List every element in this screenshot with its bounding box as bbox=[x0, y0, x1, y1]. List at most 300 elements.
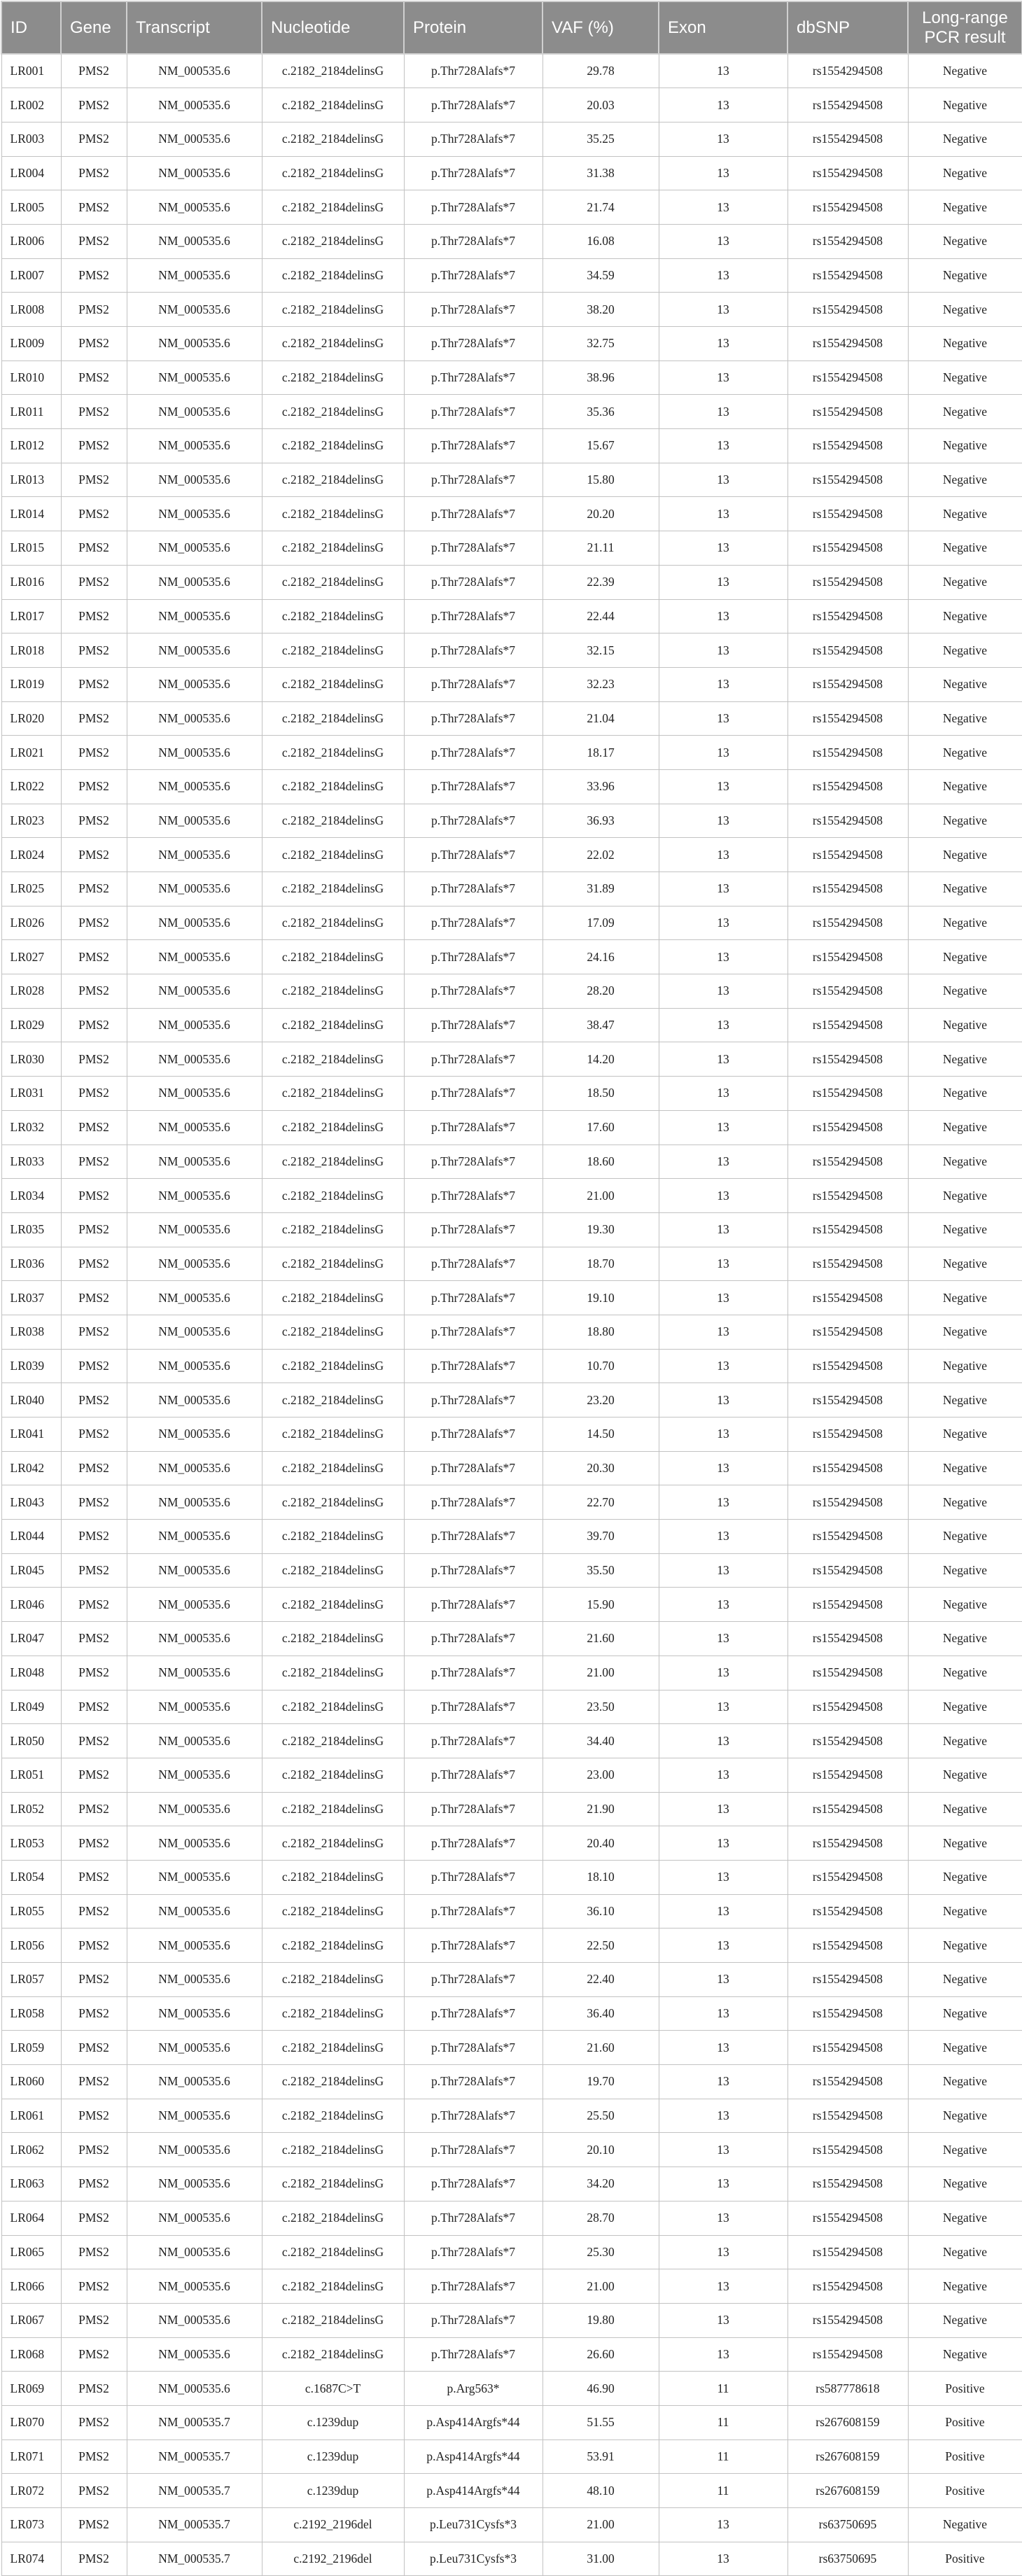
cell-gene: PMS2 bbox=[61, 88, 127, 122]
cell-transcript: NM_000535.6 bbox=[127, 2065, 262, 2099]
table-row bbox=[1, 974, 1022, 1009]
cell-protein: p.Thr728Alafs*7 bbox=[404, 736, 542, 770]
cell-protein: p.Thr728Alafs*7 bbox=[404, 1485, 542, 1520]
cell-protein: p.Thr728Alafs*7 bbox=[404, 1792, 542, 1826]
cell-transcript: NM_000535.6 bbox=[127, 565, 262, 599]
cell-pcr-result: Negative bbox=[908, 327, 1022, 361]
cell-exon: 13 bbox=[659, 1690, 788, 1724]
cell-nucleotide: c.2182_2184delinsG bbox=[262, 54, 404, 88]
cell-transcript: NM_000535.6 bbox=[127, 667, 262, 701]
cell-pcr-result: Negative bbox=[908, 906, 1022, 940]
cell-gene: PMS2 bbox=[61, 1418, 127, 1452]
cell-pcr-result: Negative bbox=[908, 1894, 1022, 1928]
table-row bbox=[1, 838, 1022, 872]
cell-exon: 13 bbox=[659, 2167, 788, 2202]
cell-pcr-result: Negative bbox=[908, 1758, 1022, 1792]
table-row bbox=[1, 2235, 1022, 2269]
cell-exon: 13 bbox=[659, 156, 788, 190]
cell-vaf: 20.03 bbox=[542, 88, 659, 122]
cell-id: LR026 bbox=[1, 906, 61, 940]
table-row bbox=[1, 565, 1022, 599]
cell-dbsnp: rs1554294508 bbox=[788, 1349, 908, 1383]
cell-protein: p.Thr728Alafs*7 bbox=[404, 1894, 542, 1928]
cell-gene: PMS2 bbox=[61, 599, 127, 634]
column-header-dbsnp: dbSNP bbox=[788, 1, 908, 54]
table-row bbox=[1, 1928, 1022, 1963]
cell-id: LR060 bbox=[1, 2065, 61, 2099]
cell-dbsnp: rs1554294508 bbox=[788, 974, 908, 1009]
cell-gene: PMS2 bbox=[61, 974, 127, 1009]
cell-vaf: 22.40 bbox=[542, 1963, 659, 1997]
cell-dbsnp: rs1554294508 bbox=[788, 1383, 908, 1418]
cell-pcr-result: Negative bbox=[908, 2337, 1022, 2372]
cell-protein: p.Thr728Alafs*7 bbox=[404, 293, 542, 327]
cell-exon: 13 bbox=[659, 1996, 788, 2031]
cell-id: LR018 bbox=[1, 634, 61, 668]
cell-transcript: NM_000535.6 bbox=[127, 1520, 262, 1554]
table-row bbox=[1, 1690, 1022, 1724]
cell-pcr-result: Negative bbox=[908, 122, 1022, 156]
cell-transcript: NM_000535.6 bbox=[127, 2337, 262, 2372]
cell-gene: PMS2 bbox=[61, 327, 127, 361]
cell-dbsnp: rs1554294508 bbox=[788, 497, 908, 531]
cell-dbsnp: rs1554294508 bbox=[788, 2065, 908, 2099]
cell-transcript: NM_000535.6 bbox=[127, 838, 262, 872]
cell-nucleotide: c.2182_2184delinsG bbox=[262, 940, 404, 974]
cell-protein: p.Leu731Cysfs*3 bbox=[404, 2542, 542, 2576]
cell-protein: p.Thr728Alafs*7 bbox=[404, 156, 542, 190]
cell-id: LR013 bbox=[1, 463, 61, 497]
cell-vaf: 22.02 bbox=[542, 838, 659, 872]
cell-vaf: 21.11 bbox=[542, 531, 659, 566]
cell-dbsnp: rs267608159 bbox=[788, 2474, 908, 2508]
cell-gene: PMS2 bbox=[61, 2542, 127, 2576]
cell-protein: p.Thr728Alafs*7 bbox=[404, 258, 542, 293]
cell-id: LR063 bbox=[1, 2167, 61, 2202]
cell-pcr-result: Negative bbox=[908, 224, 1022, 258]
cell-id: LR044 bbox=[1, 1520, 61, 1554]
cell-transcript: NM_000535.6 bbox=[127, 2099, 262, 2133]
cell-protein: p.Thr728Alafs*7 bbox=[404, 1315, 542, 1349]
table-row bbox=[1, 327, 1022, 361]
cell-nucleotide: c.2182_2184delinsG bbox=[262, 1622, 404, 1656]
table-row bbox=[1, 1894, 1022, 1928]
cell-pcr-result: Negative bbox=[908, 2235, 1022, 2269]
cell-exon: 13 bbox=[659, 667, 788, 701]
table-row bbox=[1, 2372, 1022, 2406]
cell-transcript: NM_000535.6 bbox=[127, 1349, 262, 1383]
cell-pcr-result: Negative bbox=[908, 1008, 1022, 1042]
cell-gene: PMS2 bbox=[61, 1826, 127, 1861]
cell-transcript: NM_000535.6 bbox=[127, 634, 262, 668]
cell-nucleotide: c.2182_2184delinsG bbox=[262, 2099, 404, 2133]
cell-protein: p.Thr728Alafs*7 bbox=[404, 1826, 542, 1861]
cell-vaf: 17.09 bbox=[542, 906, 659, 940]
cell-pcr-result: Negative bbox=[908, 1520, 1022, 1554]
cell-nucleotide: c.2182_2184delinsG bbox=[262, 2133, 404, 2167]
cell-exon: 13 bbox=[659, 1077, 788, 1111]
table-row bbox=[1, 1724, 1022, 1758]
cell-nucleotide: c.2182_2184delinsG bbox=[262, 872, 404, 906]
cell-dbsnp: rs1554294508 bbox=[788, 258, 908, 293]
cell-id: LR062 bbox=[1, 2133, 61, 2167]
cell-dbsnp: rs1554294508 bbox=[788, 2031, 908, 2065]
cell-nucleotide: c.2182_2184delinsG bbox=[262, 1553, 404, 1588]
column-header-pcr-result: Long-range PCR result bbox=[908, 1, 1022, 54]
cell-nucleotide: c.2182_2184delinsG bbox=[262, 429, 404, 463]
cell-pcr-result: Negative bbox=[908, 2065, 1022, 2099]
cell-protein: p.Thr728Alafs*7 bbox=[404, 2269, 542, 2304]
cell-pcr-result: Negative bbox=[908, 2201, 1022, 2235]
cell-pcr-result: Negative bbox=[908, 974, 1022, 1009]
cell-nucleotide: c.2182_2184delinsG bbox=[262, 701, 404, 736]
table-row bbox=[1, 2133, 1022, 2167]
cell-id: LR067 bbox=[1, 2303, 61, 2337]
cell-nucleotide: c.2182_2184delinsG bbox=[262, 1281, 404, 1315]
cell-id: LR029 bbox=[1, 1008, 61, 1042]
cell-gene: PMS2 bbox=[61, 2474, 127, 2508]
table-row bbox=[1, 190, 1022, 225]
cell-pcr-result: Negative bbox=[908, 1792, 1022, 1826]
cell-exon: 11 bbox=[659, 2372, 788, 2406]
cell-exon: 13 bbox=[659, 1110, 788, 1144]
cell-transcript: NM_000535.6 bbox=[127, 1281, 262, 1315]
cell-nucleotide: c.2182_2184delinsG bbox=[262, 1383, 404, 1418]
cell-vaf: 19.10 bbox=[542, 1281, 659, 1315]
table-row bbox=[1, 1963, 1022, 1997]
cell-dbsnp: rs1554294508 bbox=[788, 1758, 908, 1792]
cell-id: LR057 bbox=[1, 1963, 61, 1997]
cell-exon: 13 bbox=[659, 1418, 788, 1452]
table-row bbox=[1, 224, 1022, 258]
cell-transcript: NM_000535.7 bbox=[127, 2405, 262, 2440]
cell-dbsnp: rs1554294508 bbox=[788, 667, 908, 701]
cell-exon: 13 bbox=[659, 531, 788, 566]
header-row bbox=[1, 1, 1022, 54]
cell-transcript: NM_000535.6 bbox=[127, 2303, 262, 2337]
cell-gene: PMS2 bbox=[61, 2337, 127, 2372]
cell-exon: 13 bbox=[659, 974, 788, 1009]
cell-protein: p.Thr728Alafs*7 bbox=[404, 463, 542, 497]
cell-vaf: 15.90 bbox=[542, 1588, 659, 1622]
cell-vaf: 51.55 bbox=[542, 2405, 659, 2440]
cell-nucleotide: c.2192_2196del bbox=[262, 2542, 404, 2576]
cell-protein: p.Thr728Alafs*7 bbox=[404, 1418, 542, 1452]
cell-pcr-result: Positive bbox=[908, 2372, 1022, 2406]
cell-nucleotide: c.2182_2184delinsG bbox=[262, 2031, 404, 2065]
cell-id: LR009 bbox=[1, 327, 61, 361]
cell-protein: p.Thr728Alafs*7 bbox=[404, 1963, 542, 1997]
cell-protein: p.Thr728Alafs*7 bbox=[404, 1758, 542, 1792]
cell-protein: p.Thr728Alafs*7 bbox=[404, 1144, 542, 1179]
cell-id: LR038 bbox=[1, 1315, 61, 1349]
cell-gene: PMS2 bbox=[61, 429, 127, 463]
cell-id: LR015 bbox=[1, 531, 61, 566]
cell-pcr-result: Negative bbox=[908, 429, 1022, 463]
cell-pcr-result: Positive bbox=[908, 2542, 1022, 2576]
cell-exon: 13 bbox=[659, 906, 788, 940]
cell-transcript: NM_000535.6 bbox=[127, 463, 262, 497]
table-row bbox=[1, 1077, 1022, 1111]
cell-exon: 13 bbox=[659, 1622, 788, 1656]
cell-protein: p.Thr728Alafs*7 bbox=[404, 2031, 542, 2065]
cell-pcr-result: Negative bbox=[908, 2508, 1022, 2542]
cell-gene: PMS2 bbox=[61, 258, 127, 293]
cell-vaf: 25.50 bbox=[542, 2099, 659, 2133]
cell-vaf: 22.70 bbox=[542, 1485, 659, 1520]
cell-id: LR039 bbox=[1, 1349, 61, 1383]
cell-id: LR056 bbox=[1, 1928, 61, 1963]
cell-dbsnp: rs1554294508 bbox=[788, 1963, 908, 1997]
cell-pcr-result: Negative bbox=[908, 701, 1022, 736]
cell-pcr-result: Negative bbox=[908, 1077, 1022, 1111]
cell-protein: p.Thr728Alafs*7 bbox=[404, 1247, 542, 1281]
cell-protein: p.Thr728Alafs*7 bbox=[404, 1622, 542, 1656]
cell-nucleotide: c.2182_2184delinsG bbox=[262, 1690, 404, 1724]
cell-vaf: 18.60 bbox=[542, 1144, 659, 1179]
cell-vaf: 29.78 bbox=[542, 54, 659, 88]
cell-gene: PMS2 bbox=[61, 1315, 127, 1349]
table-row bbox=[1, 497, 1022, 531]
cell-nucleotide: c.2182_2184delinsG bbox=[262, 88, 404, 122]
cell-protein: p.Thr728Alafs*7 bbox=[404, 974, 542, 1009]
cell-nucleotide: c.2182_2184delinsG bbox=[262, 1758, 404, 1792]
cell-transcript: NM_000535.6 bbox=[127, 327, 262, 361]
table-row bbox=[1, 1553, 1022, 1588]
cell-gene: PMS2 bbox=[61, 1383, 127, 1418]
cell-protein: p.Thr728Alafs*7 bbox=[404, 701, 542, 736]
cell-transcript: NM_000535.6 bbox=[127, 190, 262, 225]
cell-protein: p.Asp414Argfs*44 bbox=[404, 2405, 542, 2440]
cell-id: LR052 bbox=[1, 1792, 61, 1826]
table-row bbox=[1, 1042, 1022, 1077]
cell-dbsnp: rs1554294508 bbox=[788, 1179, 908, 1213]
cell-dbsnp: rs1554294508 bbox=[788, 2099, 908, 2133]
cell-transcript: NM_000535.6 bbox=[127, 54, 262, 88]
cell-pcr-result: Negative bbox=[908, 1588, 1022, 1622]
cell-transcript: NM_000535.6 bbox=[127, 293, 262, 327]
cell-exon: 13 bbox=[659, 1928, 788, 1963]
cell-transcript: NM_000535.6 bbox=[127, 1996, 262, 2031]
cell-dbsnp: rs267608159 bbox=[788, 2440, 908, 2474]
column-header-exon: Exon bbox=[659, 1, 788, 54]
cell-id: LR020 bbox=[1, 701, 61, 736]
cell-gene: PMS2 bbox=[61, 1588, 127, 1622]
cell-pcr-result: Negative bbox=[908, 258, 1022, 293]
cell-dbsnp: rs1554294508 bbox=[788, 1520, 908, 1554]
cell-id: LR068 bbox=[1, 2337, 61, 2372]
cell-exon: 13 bbox=[659, 1383, 788, 1418]
table-row bbox=[1, 258, 1022, 293]
cell-transcript: NM_000535.6 bbox=[127, 360, 262, 395]
cell-gene: PMS2 bbox=[61, 1349, 127, 1383]
cell-exon: 13 bbox=[659, 1144, 788, 1179]
cell-id: LR066 bbox=[1, 2269, 61, 2304]
cell-vaf: 36.10 bbox=[542, 1894, 659, 1928]
cell-gene: PMS2 bbox=[61, 395, 127, 429]
cell-vaf: 20.40 bbox=[542, 1826, 659, 1861]
cell-exon: 13 bbox=[659, 1212, 788, 1247]
cell-transcript: NM_000535.6 bbox=[127, 531, 262, 566]
cell-vaf: 15.80 bbox=[542, 463, 659, 497]
cell-dbsnp: rs1554294508 bbox=[788, 1451, 908, 1485]
cell-dbsnp: rs1554294508 bbox=[788, 327, 908, 361]
cell-pcr-result: Negative bbox=[908, 1042, 1022, 1077]
cell-id: LR007 bbox=[1, 258, 61, 293]
cell-dbsnp: rs1554294508 bbox=[788, 360, 908, 395]
cell-pcr-result: Negative bbox=[908, 1179, 1022, 1213]
cell-vaf: 34.40 bbox=[542, 1724, 659, 1758]
cell-pcr-result: Negative bbox=[908, 1281, 1022, 1315]
cell-gene: PMS2 bbox=[61, 2303, 127, 2337]
cell-id: LR021 bbox=[1, 736, 61, 770]
cell-pcr-result: Negative bbox=[908, 1826, 1022, 1861]
cell-gene: PMS2 bbox=[61, 497, 127, 531]
table-row bbox=[1, 88, 1022, 122]
cell-nucleotide: c.2182_2184delinsG bbox=[262, 190, 404, 225]
cell-vaf: 39.70 bbox=[542, 1520, 659, 1554]
cell-exon: 13 bbox=[659, 497, 788, 531]
cell-pcr-result: Negative bbox=[908, 940, 1022, 974]
cell-vaf: 21.00 bbox=[542, 2508, 659, 2542]
cell-exon: 13 bbox=[659, 2065, 788, 2099]
cell-id: LR042 bbox=[1, 1451, 61, 1485]
cell-protein: p.Thr728Alafs*7 bbox=[404, 804, 542, 838]
cell-gene: PMS2 bbox=[61, 2440, 127, 2474]
cell-exon: 13 bbox=[659, 769, 788, 804]
cell-pcr-result: Negative bbox=[908, 360, 1022, 395]
cell-gene: PMS2 bbox=[61, 2508, 127, 2542]
table-row bbox=[1, 2440, 1022, 2474]
cell-transcript: NM_000535.6 bbox=[127, 1485, 262, 1520]
cell-pcr-result: Negative bbox=[908, 2099, 1022, 2133]
table-row bbox=[1, 1826, 1022, 1861]
cell-vaf: 31.00 bbox=[542, 2542, 659, 2576]
cell-vaf: 38.96 bbox=[542, 360, 659, 395]
cell-exon: 13 bbox=[659, 1826, 788, 1861]
cell-nucleotide: c.2182_2184delinsG bbox=[262, 122, 404, 156]
cell-id: LR073 bbox=[1, 2508, 61, 2542]
cell-transcript: NM_000535.6 bbox=[127, 429, 262, 463]
cell-nucleotide: c.2182_2184delinsG bbox=[262, 360, 404, 395]
cell-id: LR022 bbox=[1, 769, 61, 804]
cell-transcript: NM_000535.6 bbox=[127, 1315, 262, 1349]
cell-pcr-result: Negative bbox=[908, 1315, 1022, 1349]
cell-pcr-result: Negative bbox=[908, 1656, 1022, 1690]
cell-transcript: NM_000535.6 bbox=[127, 122, 262, 156]
cell-exon: 13 bbox=[659, 1792, 788, 1826]
cell-vaf: 22.44 bbox=[542, 599, 659, 634]
cell-id: LR036 bbox=[1, 1247, 61, 1281]
table-row bbox=[1, 1451, 1022, 1485]
cell-id: LR035 bbox=[1, 1212, 61, 1247]
cell-protein: p.Thr728Alafs*7 bbox=[404, 1588, 542, 1622]
table-row bbox=[1, 1212, 1022, 1247]
table-row bbox=[1, 360, 1022, 395]
cell-id: LR059 bbox=[1, 2031, 61, 2065]
cell-id: LR033 bbox=[1, 1144, 61, 1179]
table-row bbox=[1, 634, 1022, 668]
table-body bbox=[1, 54, 1022, 2576]
cell-gene: PMS2 bbox=[61, 1485, 127, 1520]
cell-dbsnp: rs1554294508 bbox=[788, 804, 908, 838]
cell-vaf: 28.70 bbox=[542, 2201, 659, 2235]
cell-id: LR003 bbox=[1, 122, 61, 156]
cell-exon: 13 bbox=[659, 1860, 788, 1894]
cell-pcr-result: Negative bbox=[908, 1451, 1022, 1485]
cell-gene: PMS2 bbox=[61, 2201, 127, 2235]
cell-protein: p.Thr728Alafs*7 bbox=[404, 1179, 542, 1213]
cell-gene: PMS2 bbox=[61, 1758, 127, 1792]
cell-id: LR072 bbox=[1, 2474, 61, 2508]
cell-vaf: 33.96 bbox=[542, 769, 659, 804]
cell-protein: p.Thr728Alafs*7 bbox=[404, 1281, 542, 1315]
cell-pcr-result: Negative bbox=[908, 1996, 1022, 2031]
cell-transcript: NM_000535.6 bbox=[127, 974, 262, 1009]
cell-dbsnp: rs1554294508 bbox=[788, 2201, 908, 2235]
cell-id: LR040 bbox=[1, 1383, 61, 1418]
cell-transcript: NM_000535.6 bbox=[127, 88, 262, 122]
cell-protein: p.Asp414Argfs*44 bbox=[404, 2440, 542, 2474]
cell-vaf: 18.17 bbox=[542, 736, 659, 770]
cell-dbsnp: rs1554294508 bbox=[788, 2235, 908, 2269]
cell-pcr-result: Negative bbox=[908, 54, 1022, 88]
cell-dbsnp: rs1554294508 bbox=[788, 1485, 908, 1520]
cell-pcr-result: Positive bbox=[908, 2474, 1022, 2508]
cell-gene: PMS2 bbox=[61, 1110, 127, 1144]
cell-pcr-result: Negative bbox=[908, 1212, 1022, 1247]
cell-transcript: NM_000535.6 bbox=[127, 1963, 262, 1997]
cell-gene: PMS2 bbox=[61, 838, 127, 872]
cell-gene: PMS2 bbox=[61, 1928, 127, 1963]
cell-pcr-result: Negative bbox=[908, 2269, 1022, 2304]
cell-vaf: 35.25 bbox=[542, 122, 659, 156]
table-row bbox=[1, 1418, 1022, 1452]
table-row bbox=[1, 1656, 1022, 1690]
cell-dbsnp: rs587778618 bbox=[788, 2372, 908, 2406]
cell-vaf: 38.20 bbox=[542, 293, 659, 327]
cell-protein: p.Thr728Alafs*7 bbox=[404, 1451, 542, 1485]
cell-id: LR061 bbox=[1, 2099, 61, 2133]
cell-protein: p.Thr728Alafs*7 bbox=[404, 395, 542, 429]
cell-nucleotide: c.2182_2184delinsG bbox=[262, 736, 404, 770]
cell-pcr-result: Negative bbox=[908, 1622, 1022, 1656]
cell-id: LR019 bbox=[1, 667, 61, 701]
cell-vaf: 24.16 bbox=[542, 940, 659, 974]
cell-id: LR048 bbox=[1, 1656, 61, 1690]
cell-nucleotide: c.2182_2184delinsG bbox=[262, 1315, 404, 1349]
cell-gene: PMS2 bbox=[61, 667, 127, 701]
cell-gene: PMS2 bbox=[61, 2031, 127, 2065]
cell-exon: 13 bbox=[659, 54, 788, 88]
cell-nucleotide: c.2182_2184delinsG bbox=[262, 1110, 404, 1144]
cell-exon: 13 bbox=[659, 190, 788, 225]
cell-gene: PMS2 bbox=[61, 1860, 127, 1894]
cell-id: LR045 bbox=[1, 1553, 61, 1588]
cell-dbsnp: rs1554294508 bbox=[788, 1281, 908, 1315]
cell-transcript: NM_000535.6 bbox=[127, 2133, 262, 2167]
cell-nucleotide: c.1687C>T bbox=[262, 2372, 404, 2406]
cell-nucleotide: c.1239dup bbox=[262, 2405, 404, 2440]
cell-nucleotide: c.2182_2184delinsG bbox=[262, 667, 404, 701]
cell-dbsnp: rs1554294508 bbox=[788, 736, 908, 770]
cell-transcript: NM_000535.6 bbox=[127, 1179, 262, 1213]
cell-vaf: 32.75 bbox=[542, 327, 659, 361]
cell-id: LR006 bbox=[1, 224, 61, 258]
cell-nucleotide: c.2182_2184delinsG bbox=[262, 1077, 404, 1111]
cell-pcr-result: Negative bbox=[908, 1690, 1022, 1724]
cell-nucleotide: c.2182_2184delinsG bbox=[262, 224, 404, 258]
